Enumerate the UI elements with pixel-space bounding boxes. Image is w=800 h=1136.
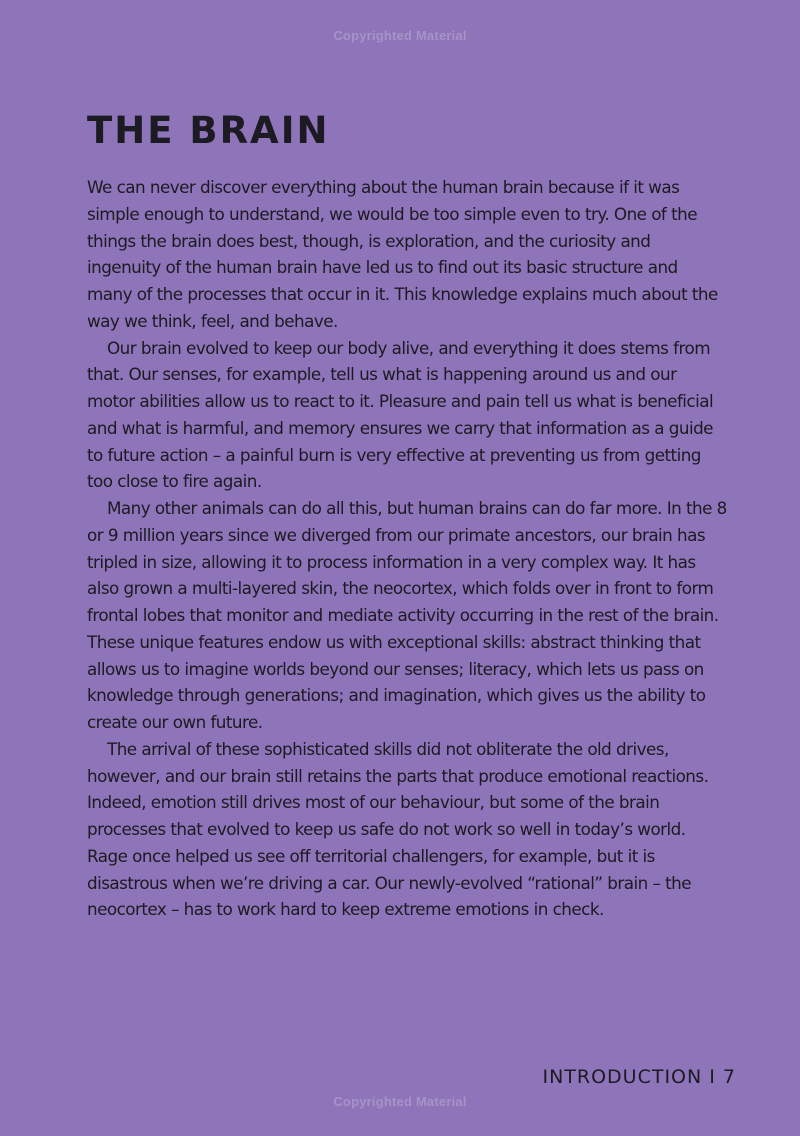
body-text bbox=[87, 174, 727, 923]
paragraph-3: Many other animals can do all this, but human brains can do far more. In the 8 or 9 million years since we diverged from our primate ancestors, our brain has tripled in size, allowing it to process information in a very complex way. It has also grown a multi-layered skin, the neocortex, which folds over in front to form frontal lobes that monitor and mediate activity occurring in the rest of the brain. These unique features endow us with exceptional skills: abstract thinking that allows us to imagine worlds beyond our senses; literacy, which lets us pass on knowledge through generations; and imagination, which gives us the ability to create our own future. bbox=[87, 498, 727, 732]
paragraph-1: We can never discover everything about the human brain because if it was simple enough to understand, we would be too simple even to try. One of the things the brain does best, though, is exploration, and the curiosity and ingenuity of the human brain have led us to find out its basic structure and many of the processes that occur in it. This knowledge explains much about the way we think, feel, and behave. bbox=[87, 177, 718, 331]
copyright-watermark-bottom: Copyrighted Material bbox=[333, 1094, 467, 1109]
page-folio: INTRODUCTION I 7 bbox=[542, 1066, 736, 1088]
paragraph-4: The arrival of these sophisticated skills did not obliterate the old drives, however, and our brain still retains the parts that produce emotional reactions. Indeed, emotion still drives most of our behaviour, but some of the brain processes that evolved to keep us safe do not work so well in today’s world. Rage once helped us see off territorial challengers, for example, but it is disastrous when we’re driving a car. Our newly-evolved “rational” brain – the neocortex – has to work hard to keep extreme emotions in check. bbox=[87, 738, 709, 920]
copyright-watermark-top: Copyrighted Material bbox=[333, 28, 467, 43]
paragraph-2: Our brain evolved to keep our body alive, and everything it does stems from that. Our senses, for example, tell us what is happening around us and our motor abilities allow us to react to it. Pleasure and pain tell us what is beneficial and what is harmful, and memory ensures we carry that information as a guide to future action – a painful burn is very effective at preventing us from getting too close to fire again. bbox=[87, 337, 714, 492]
page-title: THE BRAIN bbox=[87, 109, 330, 152]
